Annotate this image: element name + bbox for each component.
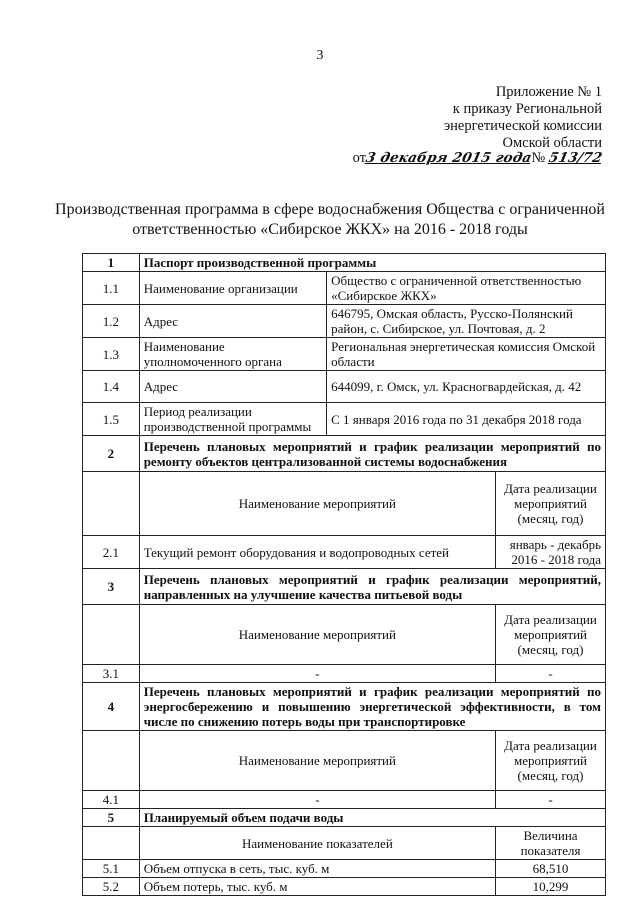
row-number: 5 — [83, 809, 140, 827]
column-header-name: Наименование мероприятий — [139, 731, 495, 791]
table-row — [83, 371, 606, 403]
column-header-date: Дата реализации мероприятий (месяц, год) — [496, 605, 606, 665]
row-date: - — [496, 665, 606, 683]
table-row — [83, 305, 606, 338]
row-date-line: 2016 - 2018 года — [511, 552, 601, 567]
section-header-row — [83, 809, 606, 827]
row-name: Объем отпуска в сеть, тыс. куб. м — [139, 860, 495, 878]
row-number: 2.1 — [83, 536, 140, 569]
row-name: Объем потерь, тыс. куб. м — [139, 878, 495, 896]
row-value: С 1 января 2016 года по 31 декабря 2018 года — [327, 403, 606, 436]
row-label: Наименование уполномоченного органа — [139, 338, 326, 371]
row-date: - — [496, 791, 606, 809]
row-number: 1.4 — [83, 371, 140, 403]
section-header-row — [83, 569, 606, 605]
appendix-line: Приложение № 1 — [495, 84, 602, 100]
row-number: 5.1 — [83, 860, 140, 878]
table-row — [83, 665, 606, 683]
row-number: 1.3 — [83, 338, 140, 371]
section-heading: Перечень плановых мероприятий и график реализации мероприятий по энергосбережению и повышению энергетической эффективности, в том числе по снижению потерь воды при транспортировке — [139, 683, 605, 731]
order-reference — [353, 150, 602, 167]
row-number: 1.1 — [83, 272, 140, 305]
appendix-line: Омской области — [502, 135, 602, 151]
row-value: 644099, г. Омск, ул. Красногвардейская, д. 42 — [327, 371, 606, 403]
row-number: 5.2 — [83, 878, 140, 896]
row-label: Адрес — [139, 305, 326, 338]
section-header-row — [83, 254, 606, 272]
row-date — [496, 536, 606, 569]
table-row — [83, 878, 606, 896]
row-name: - — [139, 791, 495, 809]
row-number: 2 — [83, 436, 140, 472]
order-date-handwritten: 3 декабря 2015 года — [364, 150, 534, 166]
column-header-value: Величина показателя — [496, 827, 606, 860]
table-row — [83, 860, 606, 878]
row-label: Период реализации производственной программы — [139, 403, 326, 436]
row-name: - — [139, 665, 495, 683]
column-header-row — [83, 827, 606, 860]
document-title: Производственная программа в сфере водоснабжения Общества с ограниченной ответственностью «Сибирское ЖКХ» на 2016 - 2018 годы — [55, 201, 605, 238]
section-heading: Планируемый объем подачи воды — [139, 809, 605, 827]
column-header-date: Дата реализации мероприятий (месяц, год) — [496, 472, 606, 536]
row-value: 646795, Омская область, Русско-Полянский район, с. Сибирское, ул. Почтовая, д. 2 — [327, 305, 606, 338]
section-header-row — [83, 683, 606, 731]
row-value: 68,510 — [496, 860, 606, 878]
row-number: 1 — [83, 254, 140, 272]
column-header-row — [83, 731, 606, 791]
row-number: 3 — [83, 569, 140, 605]
program-table — [82, 253, 606, 896]
table-row — [83, 536, 606, 569]
row-number: 4 — [83, 683, 140, 731]
order-prefix: от — [352, 150, 367, 166]
column-header-name: Наименование мероприятий — [139, 472, 495, 536]
row-label: Наименование организации — [139, 272, 326, 305]
table-row — [83, 791, 606, 809]
row-number: 1.2 — [83, 305, 140, 338]
order-number-handwritten: 513/72 — [547, 150, 604, 166]
row-number: 3.1 — [83, 665, 140, 683]
row-name: Текущий ремонт оборудования и водопроводных сетей — [139, 536, 495, 569]
page-number: 3 — [316, 48, 324, 63]
row-number: 4.1 — [83, 791, 140, 809]
column-header-row — [83, 605, 606, 665]
column-header-name: Наименование мероприятий — [139, 605, 495, 665]
appendix-header — [444, 84, 602, 152]
section-heading: Паспорт производственной программы — [139, 254, 605, 272]
table-row — [83, 338, 606, 371]
section-heading: Перечень плановых мероприятий и график реализации мероприятий, направленных на улучшение качества питьевой воды — [139, 569, 605, 605]
appendix-line: к приказу Региональной — [452, 101, 602, 117]
row-number: 1.5 — [83, 403, 140, 436]
row-value: Региональная энергетическая комиссия Омской области — [327, 338, 606, 371]
column-header-row — [83, 472, 606, 536]
row-date-line: январь - декабрь — [509, 537, 601, 552]
section-header-row — [83, 436, 606, 472]
row-label: Адрес — [139, 371, 326, 403]
row-value: Общество с ограниченной ответственностью «Сибирское ЖКХ» — [327, 272, 606, 305]
column-header-date: Дата реализации мероприятий (месяц, год) — [496, 731, 606, 791]
table-row — [83, 272, 606, 305]
column-header-name: Наименование показателей — [139, 827, 495, 860]
appendix-line: энергетической комиссии — [443, 118, 602, 134]
row-value: 10,299 — [496, 878, 606, 896]
order-no-prefix: № — [531, 150, 546, 166]
table-row — [83, 403, 606, 436]
section-heading: Перечень плановых мероприятий и график реализации мероприятий по ремонту объектов централизованной системы водоснабжения — [139, 436, 605, 472]
